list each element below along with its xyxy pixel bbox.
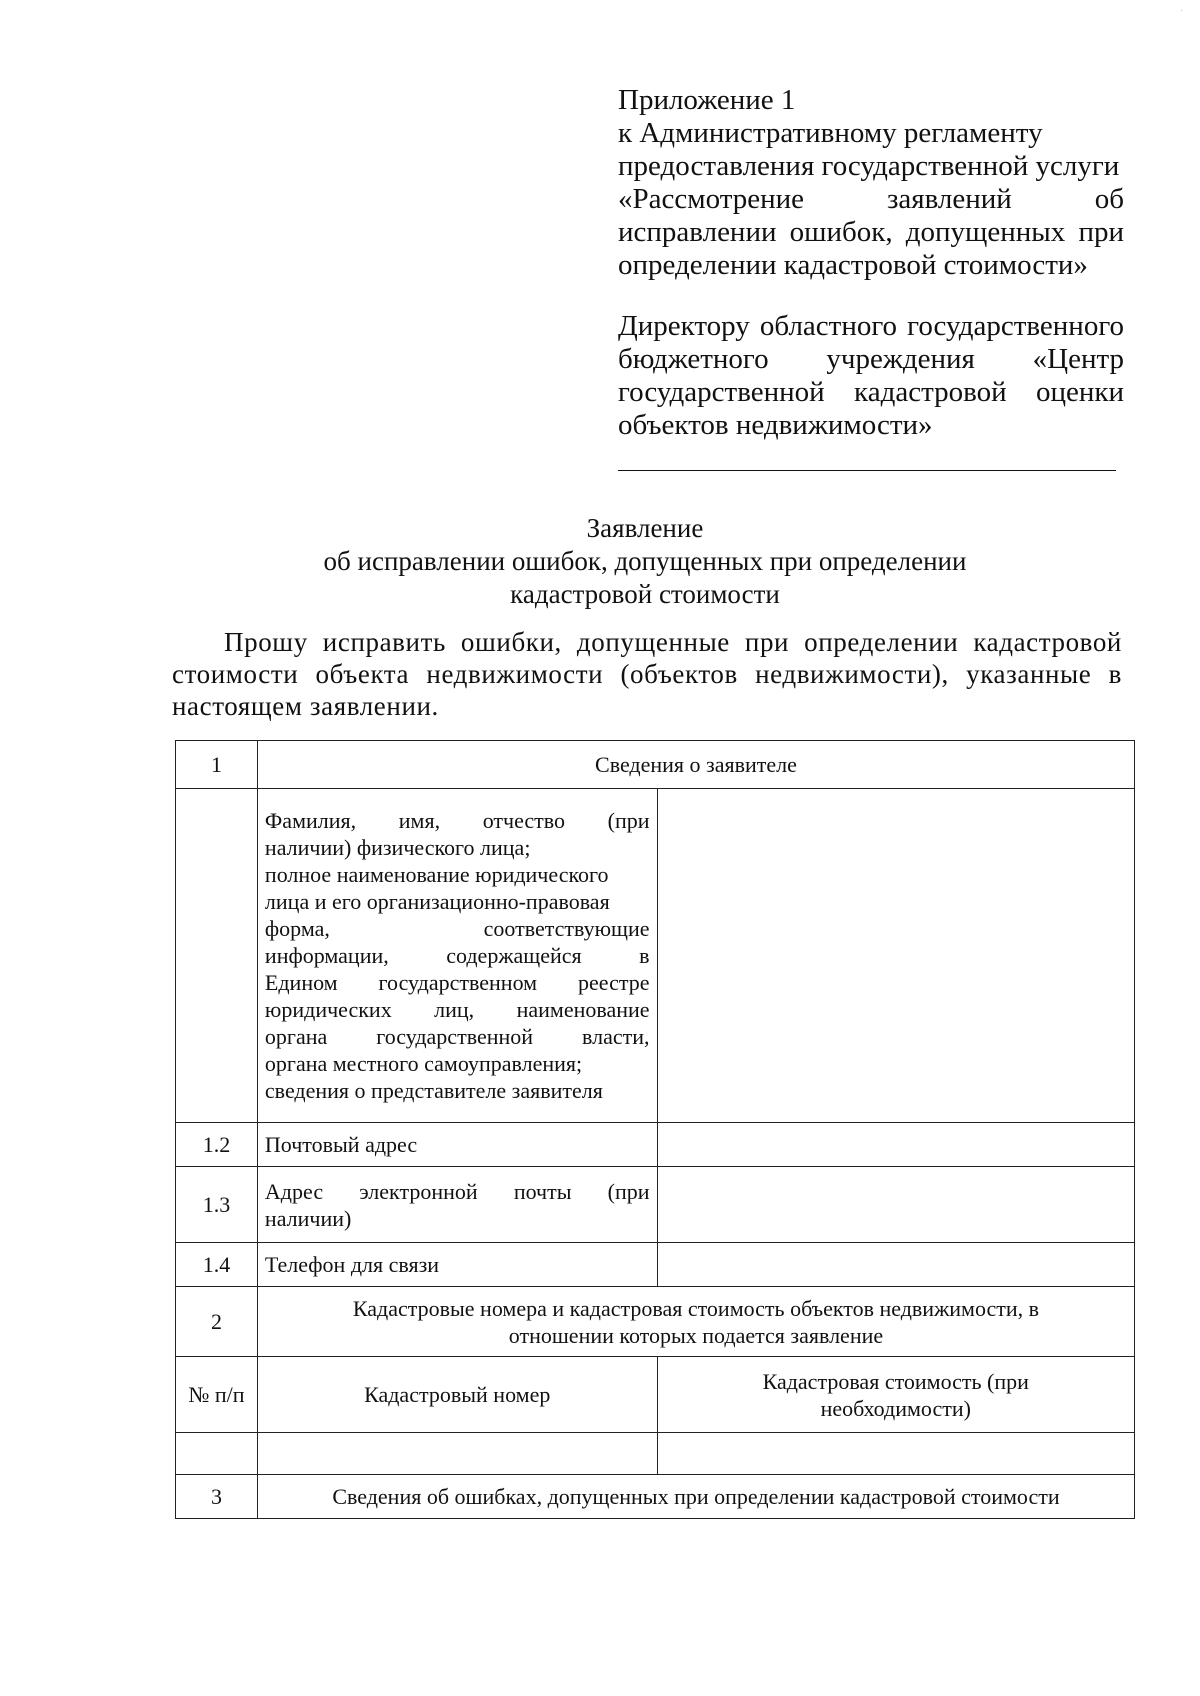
appendix-line: предоставления государственной услуги xyxy=(618,150,1120,182)
label-line: наличии) физического лица; xyxy=(264,835,531,860)
appendix-line: «Рассмотрение заявлений об xyxy=(618,183,1124,215)
label-line: юридических лиц, наименование xyxy=(264,997,650,1022)
row-number-field[interactable] xyxy=(176,1433,258,1475)
section-title-line: Кадастровые номера и кадастровая стоимость объектов недвижимости, в xyxy=(352,1295,1040,1321)
label-line: форма, соответствующие xyxy=(264,916,650,941)
email-field[interactable] xyxy=(657,1167,1134,1243)
table-row xyxy=(176,1123,1135,1167)
section-title-line: отношении которых подается заявление xyxy=(508,1322,884,1348)
column-header-cadastral-number: Кадастровый номер xyxy=(257,1357,657,1433)
section-title: Сведения о заявителе xyxy=(257,741,1134,789)
table-row xyxy=(176,1287,1135,1357)
row-number: 1.2 xyxy=(176,1123,258,1167)
row-number xyxy=(176,789,258,1123)
column-header-cadastral-value xyxy=(657,1357,1134,1433)
cadastral-number-field[interactable] xyxy=(257,1433,657,1475)
column-header-number: № п/п xyxy=(176,1357,258,1433)
applicant-value-field[interactable] xyxy=(657,789,1134,1123)
postal-address-label: Почтовый адрес xyxy=(257,1123,657,1167)
row-number: 1.3 xyxy=(176,1167,258,1243)
table-row xyxy=(176,1475,1135,1519)
table-row xyxy=(176,1243,1135,1287)
document-title xyxy=(160,512,1130,611)
table-row xyxy=(176,789,1135,1123)
postal-address-field[interactable] xyxy=(657,1123,1134,1167)
scan-mark: · xyxy=(1180,6,1184,17)
label-line: органа местного самоуправления; xyxy=(264,1051,583,1076)
section-number: 3 xyxy=(176,1475,258,1519)
cadastral-value-field[interactable] xyxy=(657,1433,1134,1475)
row-number: 1.4 xyxy=(176,1243,258,1287)
title-line: Заявление xyxy=(586,513,704,543)
title-line: кадастровой стоимости xyxy=(510,579,780,609)
table-row xyxy=(176,1167,1135,1243)
label-line: Фамилия, имя, отчество (при xyxy=(264,808,650,833)
label-line: информации, содержащейся в xyxy=(264,943,650,968)
addressee-line: объектов недвижимости» xyxy=(618,409,933,441)
section-title xyxy=(257,1287,1134,1357)
appendix-line: определении кадастровой стоимости» xyxy=(618,249,1088,281)
addressee-line: Директору областного государственного xyxy=(618,310,1124,342)
phone-label: Телефон для связи xyxy=(257,1243,657,1287)
section-number: 1 xyxy=(176,741,258,789)
label-line: полное наименование юридического xyxy=(264,862,609,887)
application-form-table xyxy=(175,740,1135,1519)
intro-line: Прошу исправить ошибки, допущенные при определении кадастровой xyxy=(224,627,1122,657)
title-line: об исправлении ошибок, допущенных при определении xyxy=(323,546,967,576)
label-line: Адрес электронной почты (при xyxy=(264,1178,650,1204)
addressee-blank-line xyxy=(618,470,1116,471)
addressee-line: бюджетного учреждения «Центр xyxy=(618,343,1124,375)
intro-line: стоимости объекта недвижимости (объектов недвижимости), указанные в xyxy=(172,659,1122,689)
email-label xyxy=(257,1167,657,1243)
header-line: Кадастровая стоимость (при xyxy=(762,1368,1029,1394)
table-row xyxy=(176,1433,1135,1475)
label-line: Едином государственном реестре xyxy=(264,970,650,995)
label-line: сведения о представителе заявителя xyxy=(264,1078,603,1103)
intro-paragraph xyxy=(172,626,1122,722)
appendix-line: исправлении ошибок, допущенных при xyxy=(618,216,1124,248)
table-header-row xyxy=(176,1357,1135,1433)
header-line: необходимости) xyxy=(820,1395,971,1421)
section-title: Сведения об ошибках, допущенных при определении кадастровой стоимости xyxy=(257,1475,1134,1519)
addressee-line: государственной кадастровой оценки xyxy=(618,376,1124,408)
appendix-line: к Административному регламенту xyxy=(618,117,1043,149)
applicant-label xyxy=(257,789,657,1123)
label-line: органа государственной власти, xyxy=(264,1024,650,1049)
appendix-header xyxy=(618,84,1124,282)
table-row xyxy=(176,741,1135,789)
label-line: наличии) xyxy=(264,1205,352,1231)
label-line: лица и его организационно-правовая xyxy=(264,889,610,914)
appendix-line: Приложение 1 xyxy=(618,84,796,116)
addressee-block xyxy=(618,310,1124,442)
section-number: 2 xyxy=(176,1287,258,1357)
phone-field[interactable] xyxy=(657,1243,1134,1287)
intro-line: настоящем заявлении. xyxy=(172,691,439,721)
